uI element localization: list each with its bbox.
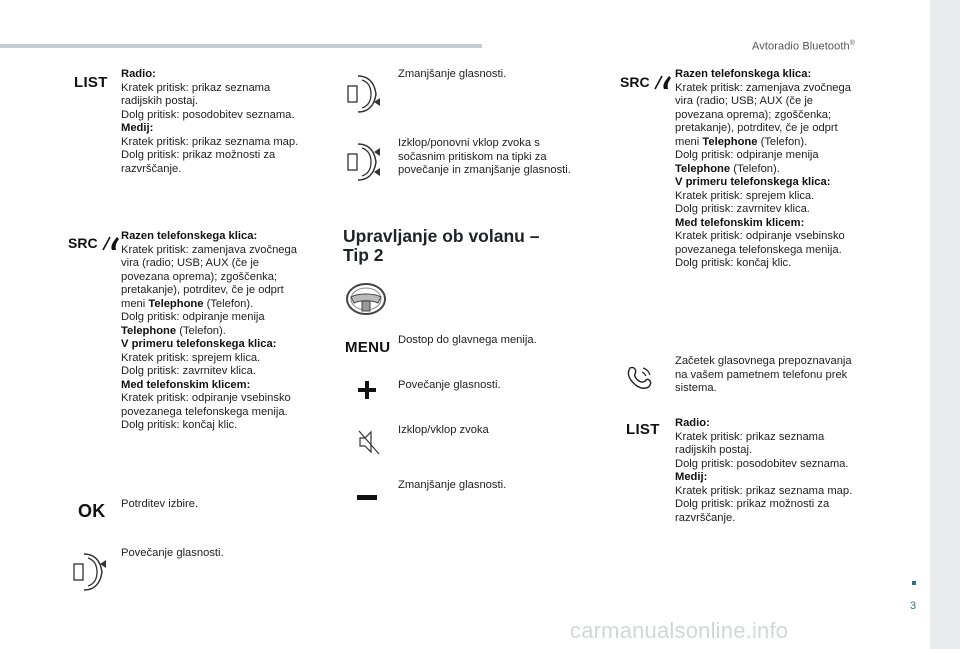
description-line: Telephone (Telefon). [121, 324, 226, 337]
description-line: Dolg pritisk: prikaz možnosti za [675, 498, 830, 510]
menu-button-label: MENU [345, 339, 391, 356]
voice-recognition-icon [624, 364, 654, 397]
src-description-col3 [675, 68, 851, 271]
description-line: Dolg pritisk: zavrnitev klica. [121, 365, 256, 377]
description-line: povezanega telefonskega menija. [675, 243, 842, 256]
description-line: Izklop/vklop zvoka [398, 424, 489, 436]
mute-description [398, 424, 489, 438]
description-line: Kratek pritisk: zamenjava zvočnega [675, 81, 851, 94]
page-number: 3 [910, 600, 917, 612]
mute-combo-wheel-icon [344, 140, 388, 189]
description-line: Razen telefonskega klica: [121, 230, 258, 242]
description-line: Kratek pritisk: odpiranje vsebinsko [121, 392, 291, 404]
description-line: Dolg pritisk: posodobitev seznama. [121, 108, 295, 121]
description-line: Dolg pritisk: zavrnitev klica. [675, 203, 810, 215]
list-description-col1 [121, 68, 298, 176]
src-label: SRC [68, 235, 98, 251]
volume-down-wheel-icon [344, 72, 388, 121]
description-line: Med telefonskim klicem: [675, 216, 805, 229]
side-strip [930, 0, 960, 649]
src-label-col3: SRC [620, 74, 650, 90]
steering-wheel-icon [344, 281, 388, 322]
description-line: pretakanje), potrditev, če je odprt [675, 122, 838, 134]
description-line: Kratek pritisk: prikaz seznama map. [121, 135, 299, 148]
description-line: Dolg pritisk: končaj klic. [675, 257, 792, 269]
description-line: sistema. [675, 382, 717, 394]
ok-button-label: OK [78, 501, 106, 521]
src-phone-button-icon-col3 [620, 72, 672, 97]
description-line: Radio: [121, 68, 156, 80]
mute-speaker-icon [358, 428, 380, 461]
description-line: Dolg pritisk: končaj klic. [121, 419, 238, 431]
description-line: Potrditev izbire. [121, 498, 199, 510]
description-line: Dolg pritisk: posodobitev seznama. [675, 457, 849, 470]
plus-icon [358, 381, 376, 404]
list-description-col3 [675, 417, 852, 525]
description-line: vira (radio; USB; AUX (če je [121, 257, 260, 269]
description-line: povezana oprema); zgoščenka; [675, 108, 832, 121]
description-line: povezanega telefonskega menija. [121, 405, 288, 418]
description-line: Kratek pritisk: prikaz seznama [675, 430, 825, 443]
description-line: Kratek pritisk: prikaz seznama map. [675, 484, 853, 497]
voice-description [675, 355, 852, 396]
description-line: radijskih postaj. [675, 444, 753, 456]
ok-description [121, 498, 198, 512]
volume-down-description-col2 [398, 68, 506, 82]
page-marker [912, 581, 916, 585]
description-line: pretakanje), potrditev, če je odprt [121, 284, 284, 296]
volume-up-description-col1 [121, 547, 224, 561]
src-phone-button-icon [68, 233, 120, 258]
description-line: V primeru telefonskega klica: [121, 338, 277, 350]
description-line: Dolg pritisk: odpiranje menija [121, 311, 265, 323]
description-line: Izklop/ponovni vklop zvoka s [398, 137, 540, 149]
description-line: radijskih postaj. [121, 95, 199, 107]
description-line: V primeru telefonskega klica: [675, 176, 831, 188]
list-button-label-col3: LIST [626, 421, 660, 438]
list-button-label: LIST [74, 74, 108, 91]
description-line: Povečanje glasnosti. [121, 547, 224, 559]
description-line: Dolg pritisk: odpiranje menija [675, 149, 819, 161]
description-line: povečanje in zmanjšanje glasnosti. [398, 164, 571, 176]
description-line: Kratek pritisk: sprejem klica. [121, 351, 261, 364]
description-line: Kratek pritisk: prikaz seznama [121, 81, 271, 94]
description-line: povezana oprema); zgoščenka; [121, 270, 278, 283]
page-header-title: Avtoradio Bluetooth® [752, 40, 855, 53]
description-line: Med telefonskim klicem: [121, 378, 251, 391]
plus-description [398, 379, 501, 393]
description-line: Zmanjšanje glasnosti. [398, 68, 507, 80]
section-title [343, 227, 539, 265]
description-line: Kratek pritisk: sprejem klica. [675, 189, 815, 202]
description-line: Začetek glasovnega prepoznavanja [675, 355, 852, 367]
description-line: Razen telefonskega klica: [675, 68, 812, 80]
description-line: vira (radio; USB; AUX (če je [675, 95, 814, 107]
description-line: Radio: [675, 417, 710, 429]
volume-up-wheel-icon [70, 550, 114, 599]
description-line: Kratek pritisk: zamenjava zvočnega [121, 243, 297, 256]
section-title-line-1: Upravljanje ob volanu – [343, 226, 540, 246]
description-line: Medij: [675, 471, 708, 483]
menu-description [398, 334, 537, 348]
description-line: Kratek pritisk: odpiranje vsebinsko [675, 230, 845, 242]
description-line: Zmanjšanje glasnosti. [398, 479, 507, 491]
section-title-line-2: Tip 2 [343, 245, 384, 265]
description-line: razvrščanje. [675, 511, 736, 524]
minus-icon [357, 488, 377, 506]
description-line: meni Telephone (Telefon). [121, 297, 254, 310]
description-line: Dolg pritisk: prikaz možnosti za [121, 149, 276, 161]
description-line: razvrščanje. [121, 162, 182, 175]
description-line: Telephone (Telefon). [675, 162, 780, 175]
header-rule [0, 44, 482, 48]
description-line: Dostop do glavnega menija. [398, 334, 537, 346]
src-description-col1 [121, 230, 297, 433]
mute-combo-description [398, 137, 571, 178]
description-line: na vašem pametnem telefonu prek [675, 368, 848, 381]
minus-description [398, 479, 506, 493]
description-line: Medij: [121, 122, 154, 134]
footer-watermark: carmanualsonline.info [570, 618, 789, 643]
description-line: meni Telephone (Telefon). [675, 135, 808, 148]
description-line: sočasnim pritiskom na tipki za [398, 150, 547, 163]
description-line: Povečanje glasnosti. [398, 379, 501, 391]
